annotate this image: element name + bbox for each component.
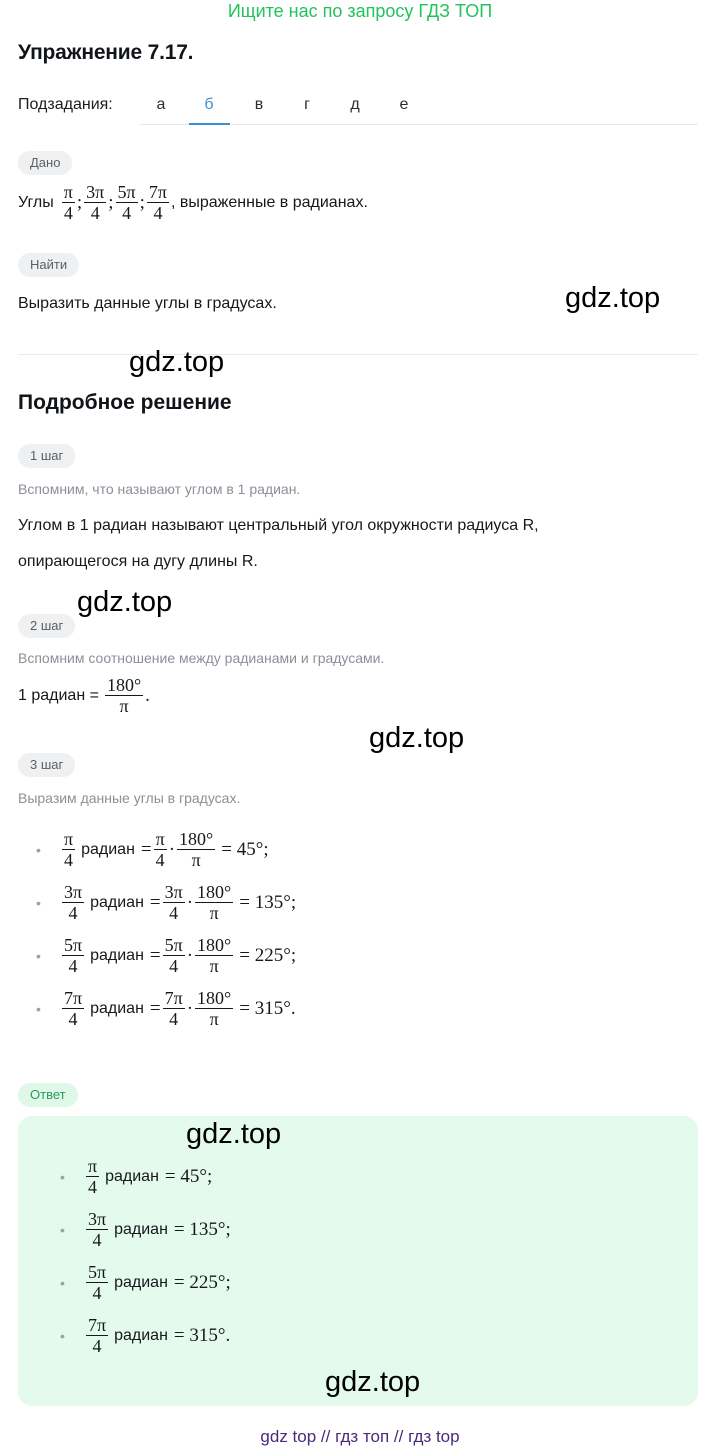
section-divider xyxy=(18,354,698,355)
given-suffix: , выраженные в радианах. xyxy=(170,193,368,211)
list-item: • $\frac{7\pi}{4}$ радиан = 315°. xyxy=(60,1315,231,1356)
step-1-hint: Вспомним, что называют углом в 1 радиан. xyxy=(18,481,301,497)
bullet: • xyxy=(60,1221,65,1238)
active-tab-indicator xyxy=(189,123,230,125)
given-frac-4: $\frac{7\pi}{4}$ xyxy=(148,182,167,223)
step-2-chip: 2 шаг xyxy=(18,614,75,638)
list-item: • $\frac{5\pi}{4}$ радиан = 225°; xyxy=(60,1262,231,1303)
step-2-hint: Вспомним соотношение между радианами и градусами. xyxy=(18,650,385,666)
watermark: gdz.top xyxy=(369,722,465,754)
search-banner[interactable]: Ищите нас по запросу ГДЗ ТОП xyxy=(227,1,493,21)
answer-list xyxy=(60,1150,231,1362)
step-1-line-2: опирающегося на дугу длины R. xyxy=(18,553,258,570)
given-text: Углы $\frac{\pi}{4}$ ; $\frac{3\pi}{4}$ ; $\frac{5\pi}{4}$ ; $\frac{7\pi}{4}$ , выраженные в радианах. xyxy=(18,182,368,223)
page-title: Упражнение 7.17. xyxy=(18,41,194,64)
bullet: • xyxy=(60,1327,65,1344)
tab-g[interactable]: г xyxy=(304,96,310,113)
bullet: • xyxy=(36,894,41,911)
tab-e[interactable]: е xyxy=(399,96,409,113)
list-item: • $\frac{5\pi}{4}$ радиан = $\frac{5\pi}{4}$ · $\frac{180^\circ}{\pi}$ = 225°; xyxy=(36,935,297,976)
given-chip: Дано xyxy=(18,151,72,175)
solution-heading: Подробное решение xyxy=(18,391,232,414)
step-2-frac: $\frac{180^\circ}{\pi}$ xyxy=(106,675,142,716)
given-prefix: Углы xyxy=(18,193,54,211)
tab-v[interactable]: в xyxy=(254,96,264,113)
bullet: • xyxy=(60,1274,65,1291)
bullet: • xyxy=(36,1000,41,1017)
find-text: Выразить данные углы в градусах. xyxy=(18,295,277,312)
list-item: • $\frac{7\pi}{4}$ радиан = $\frac{7\pi}{4}$ · $\frac{180^\circ}{\pi}$ = 315°. xyxy=(36,988,296,1029)
subtasks-label: Подзадания: xyxy=(18,96,113,113)
given-frac-3: $\frac{5\pi}{4}$ xyxy=(117,182,136,223)
list-item: • $\frac{\pi}{4}$ радиан = $\frac{\pi}{4}$ · $\frac{180^\circ}{\pi}$ = 45°; xyxy=(36,829,269,870)
step-1-chip: 1 шаг xyxy=(18,444,75,468)
list-item: • $\frac{\pi}{4}$ радиан = 45°; xyxy=(60,1156,213,1197)
list-item: • $\frac{3\pi}{4}$ радиан = 135°; xyxy=(60,1209,231,1250)
find-chip: Найти xyxy=(18,253,79,277)
answer-chip: Ответ xyxy=(18,1083,78,1107)
watermark: gdz.top xyxy=(129,346,225,378)
bullet: • xyxy=(60,1168,65,1185)
step-2-formula: 1 радиан = $\frac{180^\circ}{\pi}$ . xyxy=(18,675,150,716)
step-3-hint: Выразим данные углы в градусах. xyxy=(18,790,241,806)
watermark: gdz.top xyxy=(325,1366,421,1398)
step-3-list xyxy=(36,823,296,1035)
list-item: • $\frac{3\pi}{4}$ радиан = $\frac{3\pi}{4}$ · $\frac{180^\circ}{\pi}$ = 135°; xyxy=(36,882,297,923)
watermark: gdz.top xyxy=(77,586,173,618)
step-1-line-1: Углом в 1 радиан называют центральный угол окружности радиуса R, xyxy=(18,517,539,534)
tab-b[interactable]: б xyxy=(204,96,214,113)
watermark: gdz.top xyxy=(186,1118,282,1150)
tab-a[interactable]: а xyxy=(156,96,166,113)
step-3-chip: 3 шаг xyxy=(18,753,75,777)
given-frac-1: $\frac{\pi}{4}$ xyxy=(63,182,73,223)
bullet: • xyxy=(36,947,41,964)
watermark: gdz.top xyxy=(565,282,661,314)
tab-d[interactable]: д xyxy=(350,96,360,113)
footer-links[interactable]: gdz top // гдз топ // гдз top xyxy=(260,1427,460,1446)
bullet: • xyxy=(36,841,41,858)
given-frac-2: $\frac{3\pi}{4}$ xyxy=(86,182,105,223)
